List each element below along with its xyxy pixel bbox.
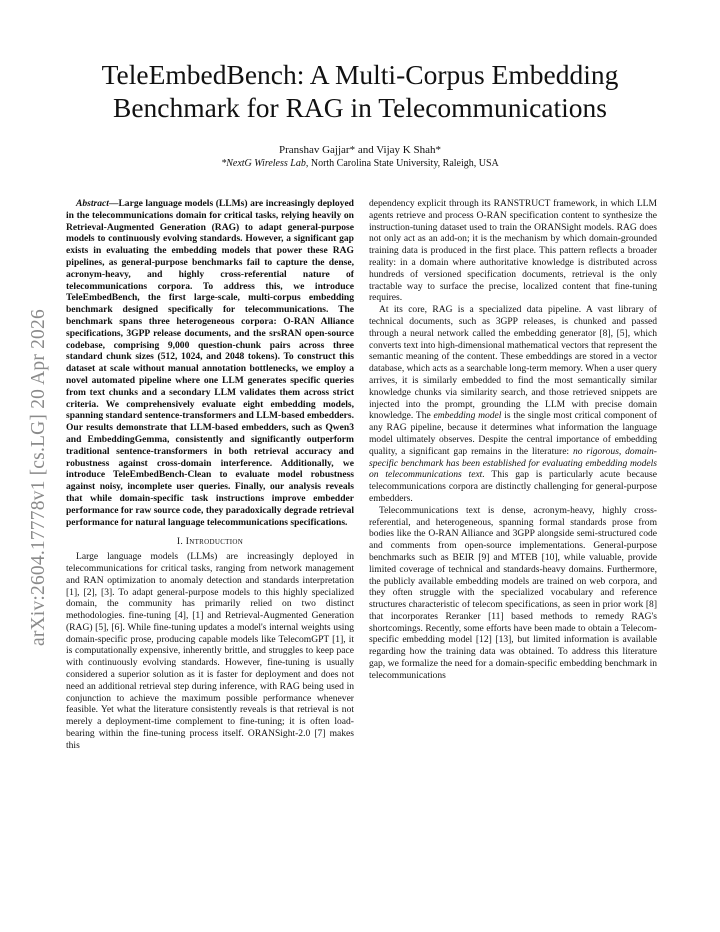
affiliation-institution: , North Carolina State University, Raleigh, USA xyxy=(305,158,499,169)
right-paragraph-1: dependency explicit through its RANSTRUCT framework, in which LLM agents retrieve and process O-RAN specification content to synthesize the instruction-tuning dataset used to train the ORANSight models. RAG does not only act as an add-on; it is the mechanism by which domain-grounded training data is produced in the first place. This pattern reflects a broader reality: in a domain where authoritative knowledge is distributed across hundreds of versioned specification documents, retrieval is the only tractable way to surface the precise, localized content that fine-tuning requires. xyxy=(369,198,657,304)
abstract-text: —Large language models (LLMs) are increasingly deployed in the telecommunications domain for critical tasks, relying heavily on Retrieval-Augmented Generation (RAG) to adapt general-purpose models to continuously evolving standards. However, a significant gap exists in evaluating the embedding models that power these RAG pipelines, as general-purpose benchmarks fail to capture the dense, acronym-heavy, and highly cross-referential nature of telecommunications corpora. To address this, we introduce TeleEmbedBench, the first large-scale, multi-corpus embedding benchmark designed specifically for telecommunications. The benchmark spans three heterogeneous corpora: O-RAN Alliance specifications, 3GPP release documents, and the srsRAN open-source codebase, comprising 9,000 question-chunk pairs across three standard chunk sizes (512, 1024, and 2048 tokens). To construct this dataset at scale without manual annotation bottlenecks, we employ a novel automated pipeline where one LLM generates specific queries from text chunks and a secondary LLM validates them across strict criteria. We comprehensively evaluate eight embedding models, spanning standard sentence-transformers and LLM-based embedders. Our results demonstrate that LLM-based embedders, such as Qwen3 and EmbeddingGemma, consistently and significantly outperform traditional sentence-transformers in both retrieval accuracy and robustness against cross-domain interference. Additionally, we introduce TeleEmbedBench-Clean to evaluate model robustness against noisy, incomplete user queries. Finally, our analysis reveals that while domain-specific task instructions improve embedder performance for raw source code, they paradoxically degrade retrieval performance for natural language telecommunications specifications. xyxy=(66,198,354,528)
right-column xyxy=(369,198,657,682)
right-paragraph-2 xyxy=(369,304,657,505)
arxiv-stamp: arXiv:2604.17778v1 [cs.LG] 20 Apr 2026 xyxy=(28,309,49,646)
left-column xyxy=(66,198,354,752)
title-line-2: Benchmark for RAG in Telecommunications xyxy=(113,92,607,123)
title-line-1: TeleEmbedBench: A Multi-Corpus Embedding xyxy=(101,59,619,90)
section-title: I. Introduction xyxy=(176,536,244,548)
paper-title xyxy=(60,58,660,124)
right-p2-text-a: At its core, RAG is a specialized data pipeline. A vast library of technical documents, such as 3GPP releases, is chunked and passed through a neural network called the embedding generator [8], [5], which converts text into high-dimensional mathematical vectors that represent the semantic meaning of the content. These embeddings are stored in a vector database, which acts as a searchable long-term memory. When a user query arrives, it is similarly embedded to find the most semantically similar knowledge chunks via similarity search, and those retrieved snippets are injected into the prompt, grounding the LLM with precise domain knowledge. The xyxy=(369,304,657,422)
right-p2-emphasis-2: no rigorous, domain-specific benchmark has been established for evaluating embedding models on telecommunications text. xyxy=(369,445,657,481)
affiliation-lab: *NextG Wireless Lab xyxy=(221,158,306,169)
right-p2-text-c: This gap is particularly acute because telecommunications corpora are distinctly challenging for general-purpose embedders. xyxy=(369,469,658,504)
right-p2-emphasis-1: embedding model xyxy=(433,410,502,422)
affiliation xyxy=(60,157,660,170)
intro-paragraph-1: Large language models (LLMs) are increasingly deployed in telecommunications for critical tasks, ranging from network management and RAN optimization to anomaly detection and standards interpretation [1], [2], [3]. To adapt general-purpose models to this highly specialized domain, the community has primarily relied on two distinct methodologies. fine-tuning [4], [1] and Retrieval-Augmented Generation (RAG) [5], [6]. While fine-tuning updates a model's internal weights using domain-specific prose, producing capable models like TelecomGPT [1], it is computationally expensive, inherently brittle, and struggles to keep pace with continuously evolving standards. However, fine-tuning is usually considered a superior solution as it is faster for deployment and does not need an additional retrieval step during inference, with RAG being used in conjunction to achieve the maximum possible performance whenever feasible. Yet what the literature consistently reveals is that retrieval is not merely a deployment-time complement to fine-tuning; it is often load-bearing within the fine-tuning process itself. ORANSight-2.0 [7] makes this xyxy=(66,551,354,751)
right-paragraph-3: Telecommunications text is dense, acronym-heavy, highly cross-referential, and heterogeneous, spanning formal standards prose from bodies like the O-RAN Alliance and 3GPP alongside semi-structured code and comments from open-source implementations. General-purpose benchmarks such as BEIR [9] and MTEB [10], while valuable, provide limited coverage of technical and standards-heavy domains. Furthermore, the publicly available embedding models are trained on web corpora, and they often struggle with the specialized vocabulary and reference structures characteristic of telecom specifications, as seen in prior work [8] that incorporates Reranker [11] based methods to remedy RAG's shortcomings. Recently, some efforts have been made to obtain a Telecom-specific embedding model [12] [13], but limited information is available regarding how the training data was obtained. To address this literature gap, we formalize the need for a domain-specific embedding benchmark in telecommunications xyxy=(369,504,657,681)
authors: Pranshav Gajjar* and Vijay K Shah* xyxy=(279,144,441,156)
right-p2-text-b: is the single most critical component of any RAG pipeline, because it determines what information the language model ultimately observes. Despite the central importance of embedding quality, a significant gap remains in the literature: xyxy=(369,410,658,457)
abstract-label: Abstract xyxy=(76,198,109,209)
abstract xyxy=(66,198,354,528)
